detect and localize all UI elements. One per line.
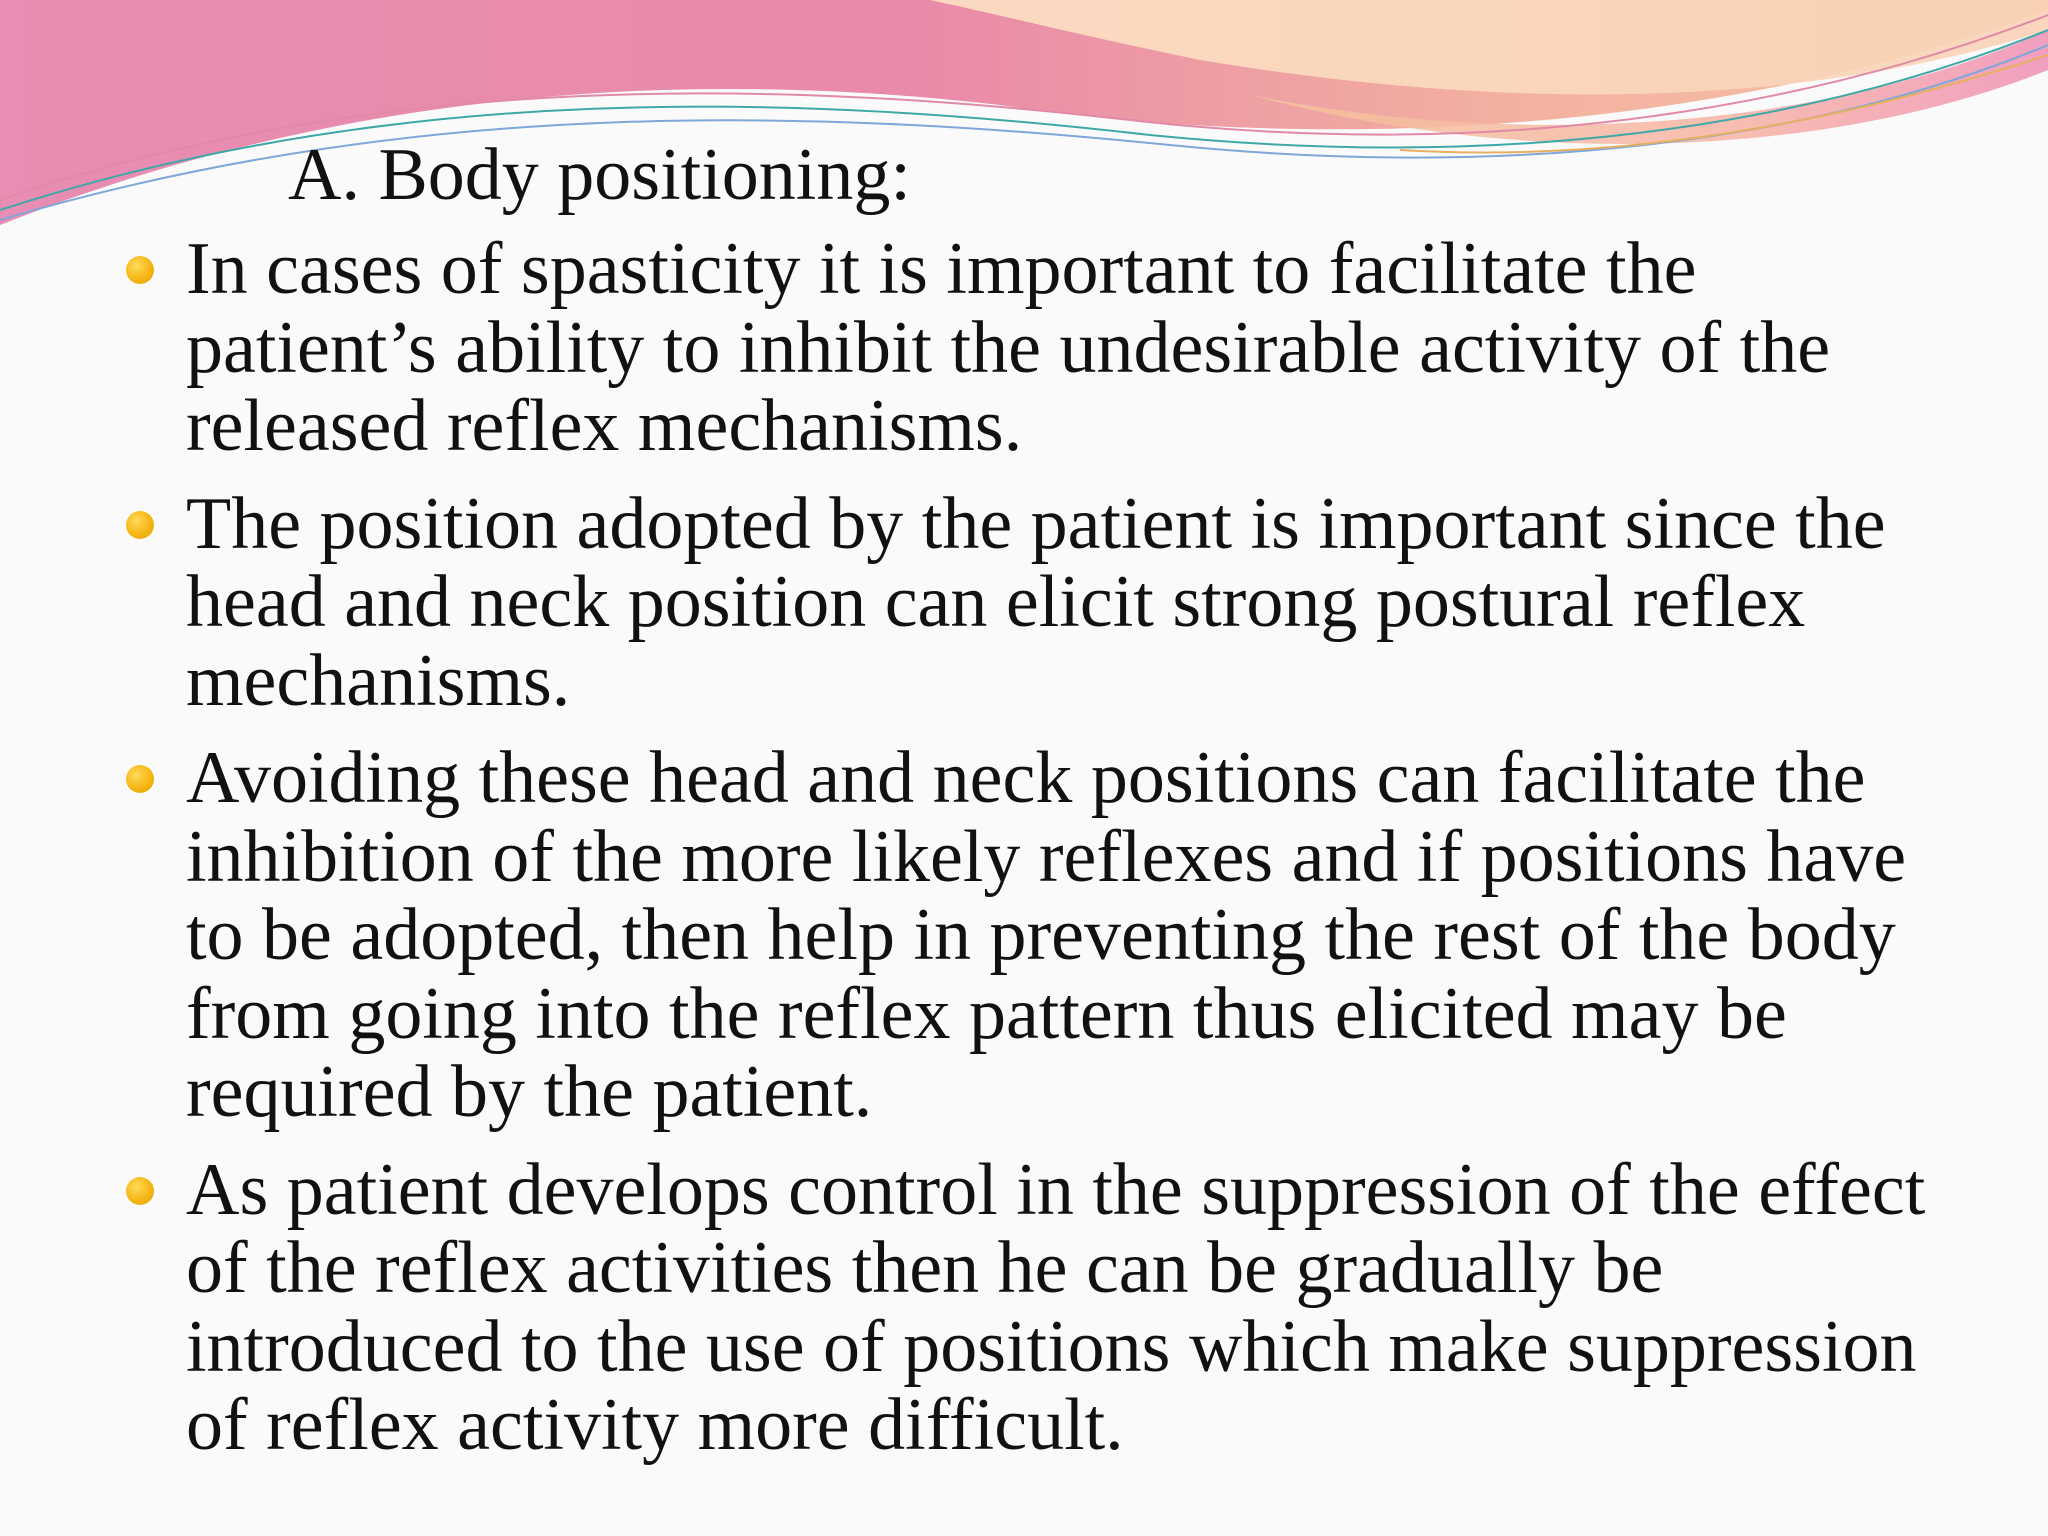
slide-title: A. Body positioning: — [288, 134, 911, 216]
bullet-item — [126, 1148, 1946, 1466]
bullet-text: Avoiding these head and neck positions can facilitate the inhibition of the more likely reflexes and if positions have to be adopted, then help in preventing the rest of the body from going into the reflex pattern thus elicited may be required by the patient. — [186, 737, 1907, 1133]
bullet-list — [126, 230, 1946, 1484]
bullet-item — [126, 482, 1946, 722]
bullet-dot-icon — [126, 256, 154, 284]
bullet-text: The position adopted by the patient is important since the head and neck position can elicit strong postural reflex mechanisms. — [186, 482, 1886, 722]
bullet-item — [126, 230, 1946, 466]
bullet-text: In cases of spasticity it is important to facilitate the patient’s ability to inhibit the undesirable activity of the released reflex mechanisms. — [186, 228, 1831, 467]
bullet-dot-icon — [126, 1177, 154, 1205]
bullet-dot-icon — [126, 511, 154, 539]
bullet-item — [126, 739, 1946, 1132]
bullet-text: As patient develops control in the suppression of the effect of the reflex activities then he can be gradually be introduced to the use of positions which make suppression of reflex activity more difficult. — [186, 1148, 1926, 1466]
bullet-dot-icon — [126, 765, 154, 793]
